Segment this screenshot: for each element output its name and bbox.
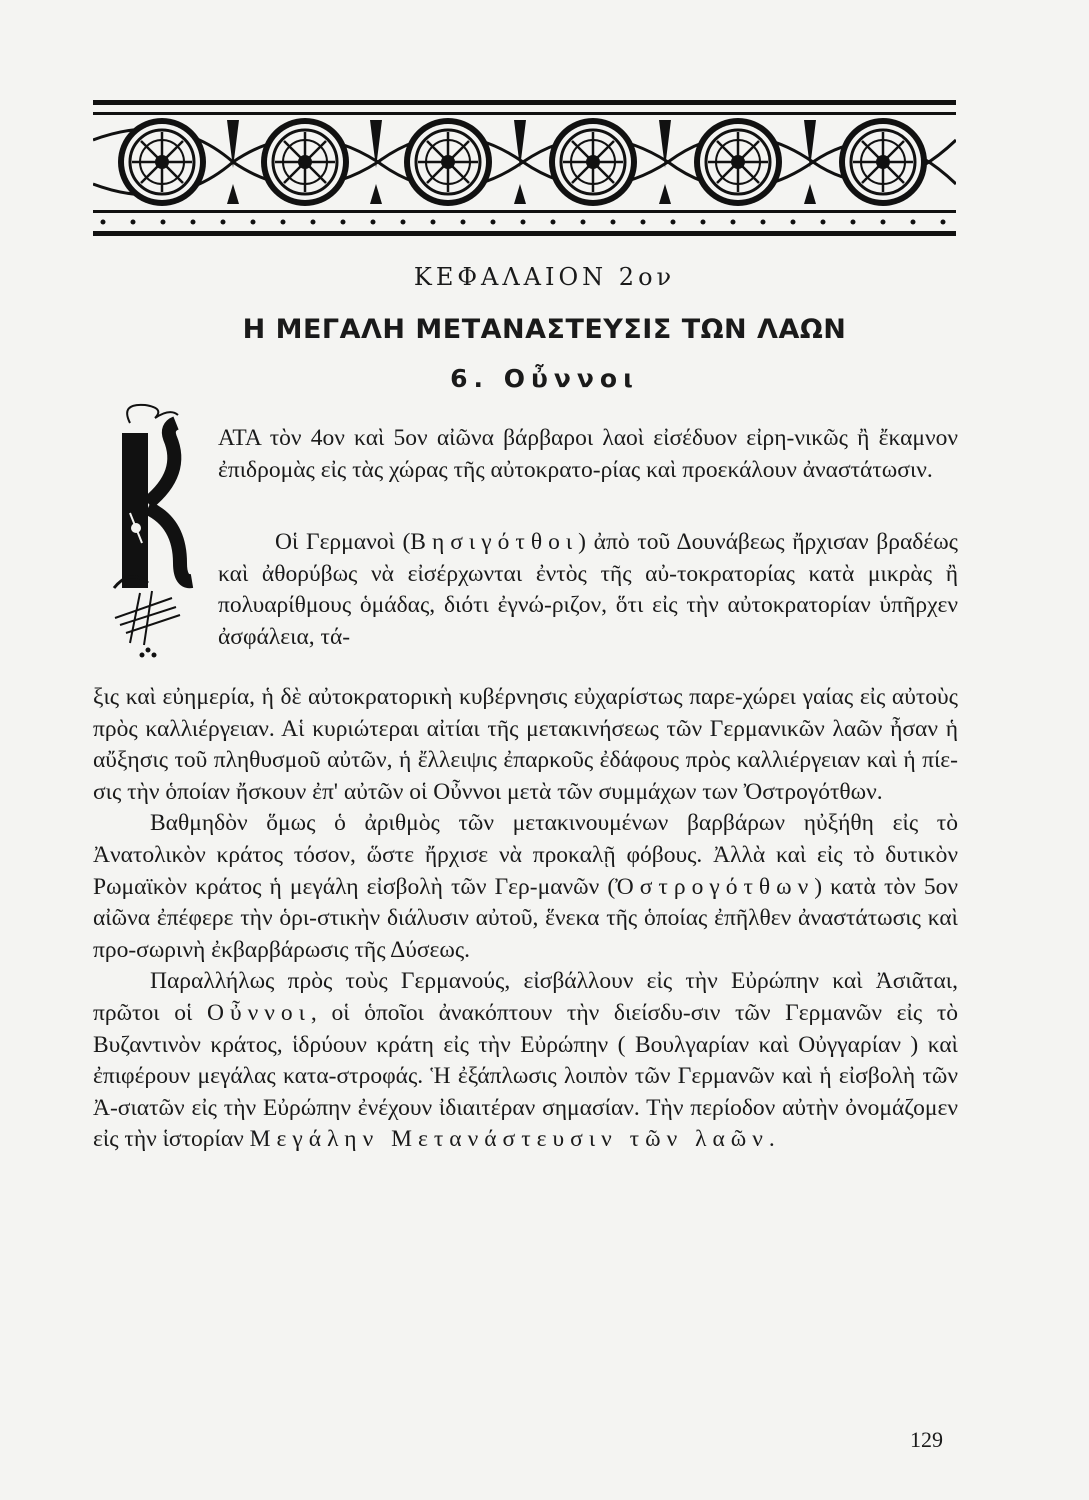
p3-rest: ) κατὰ τὸν 5ον αἰῶνα ἐπέφερε τὴν ὁρι-στικὴν διάλυσιν αὐτοῦ, ἕνεκα τῆς ὁποίας ἐπῆλθεν ἀναστάτωσις καὶ προ-σωρινὴ ἐκβαρβάρωσις τῆς Δύσεως. (93, 873, 958, 963)
p3-start: Βαθμηδὸν ὅμως ὁ ἀριθμὸς τῶν μετακινουμένων βαρβάρων ηὐξήθη εἰς τὸ Ἀνατολικὸν κράτος τόσον, ὥστε ἤρχισε νὰ προκαλῇ φόβους. Ἀλλὰ καὶ εἰς τὸ δυτικὸν Ρωμαϊκὸν κράτος ἡ μεγάλη εἰσβολὴ τῶν Γερ-μανῶν ( (93, 810, 958, 900)
main-text (93, 682, 958, 1156)
huns-name: Οὖννοι (206, 999, 311, 1026)
p2-rest-a: ) ἀπὸ τοῦ Δουνάβεως ἤρχισαν βραδέως καὶ ἀθορύβως νὰ εἰσέρχωνται ἐντὸς τῆς αὐ-τοκρατορίας κατὰ μικρὰς ἢ πολυαρίθμους ὁμάδας, διότι ἐγνώ-ριζον, ὅτι εἰς τὴν αὐτοκρατορίαν ὑπῆρχεν ἀσφάλεια, τά- (218, 529, 958, 650)
p4-a: Παραλλήλως πρὸς τοὺς Γερμανούς, εἰσβάλλουν εἰς τὴν Εὐρώπην καὶ Ἀσιᾶται, πρῶτοι οἱ (93, 968, 958, 1026)
paragraph-3-text (93, 808, 958, 966)
paragraph-1-text: ΑΤΑ τὸν 4ον καὶ 5ον αἰῶνα βάρβαροι λαοὶ εἰσέδυον εἰρη-νικῶς ἢ ἔκαμνον ἐπιδρομὰς εἰς τὰς χώρας τῆς αὐτοκρατο-ρίας καὶ προεκάλουν ἀναστάτωσιν. (218, 425, 958, 483)
decorative-initial-k-icon (100, 393, 200, 663)
paragraph-2-text-b: ξις καὶ εὐημερία, ἡ δὲ αὐτοκρατορικὴ κυβέρνησις εὐχαρίστως παρε-χώρει γαίας εἰς αὐτοὺς πρὸς καλλιέργειαν. Αἱ κυριώτεραι αἰτίαι τῆς μετακινήσεως τῶν Γερμανικῶν λαῶν ἦσαν ἡ αὔξησις τοῦ πληθυσμοῦ αὐτῶν, ἡ ἔλλειψις ἐπαρκοῦς ἐδάφους πρὸς καλλιέργειαν καὶ ἡ πίε-σις τὴν ὁποίαν ἤσκουν ἐπ' αὐτῶν οἱ Οὖννοι μετὰ τῶν συμμάχων των Ὀστρογότθων. (93, 684, 958, 805)
paragraph-2-top (218, 527, 958, 653)
paragraph-1 (218, 423, 958, 486)
great-migration-term: Μεγάλην Μετανάστευσιν τῶν λαῶν (249, 1126, 769, 1153)
page-number: 129 (910, 1427, 943, 1452)
p4-b: , οἱ ὁποῖοι ἀνακόπτουν τὴν διείσδυ-σιν τῶν Γερμανῶν εἰς τὸ Βυζαντινὸν κράτος, ἱδρύουν κράτη εἰς τὴν Εὐρώπην ( Βουλγαρίαν καὶ Οὐγγαρίαν ) καὶ ἐπιφέρουν μεγάλας κατα-στροφάς. Ἡ ἐξάπλωσις λοιπὸν τῶν Γερμανῶν καὶ ἡ εἰσβολὴ τῶν Ἀ-σιατῶν εἰς τὴν Εὐρώπην ἐνέχουν ἰδιαιτέραν σημασίαν. Τὴν περίοδον αὐτὴν ὀνομάζομεν εἰς τὴν ἱστορίαν (93, 999, 959, 1153)
p4-end: . (768, 1126, 775, 1153)
chapter-heading: ΚΕΦΑΛΑΙΟΝ 2ον (413, 263, 676, 291)
visigoths-name: Βησιγότθοι (410, 529, 579, 555)
paragraph-2-text-a (218, 527, 958, 653)
paragraph-4-text (93, 966, 958, 1156)
ostrogoths-name: Ὀστρογότθων (615, 873, 815, 900)
p2-start: Οἱ Γερμανοὶ ( (275, 529, 411, 555)
chapter-title: Η ΜΕΓΑΛΗ ΜΕΤΑΝΑΣΤΕΥΣΙΣ ΤΩΝ ΛΑΩΝ (242, 314, 847, 345)
ornamental-banner (93, 100, 956, 236)
section-title: 6. Οὖννοι (450, 364, 639, 393)
